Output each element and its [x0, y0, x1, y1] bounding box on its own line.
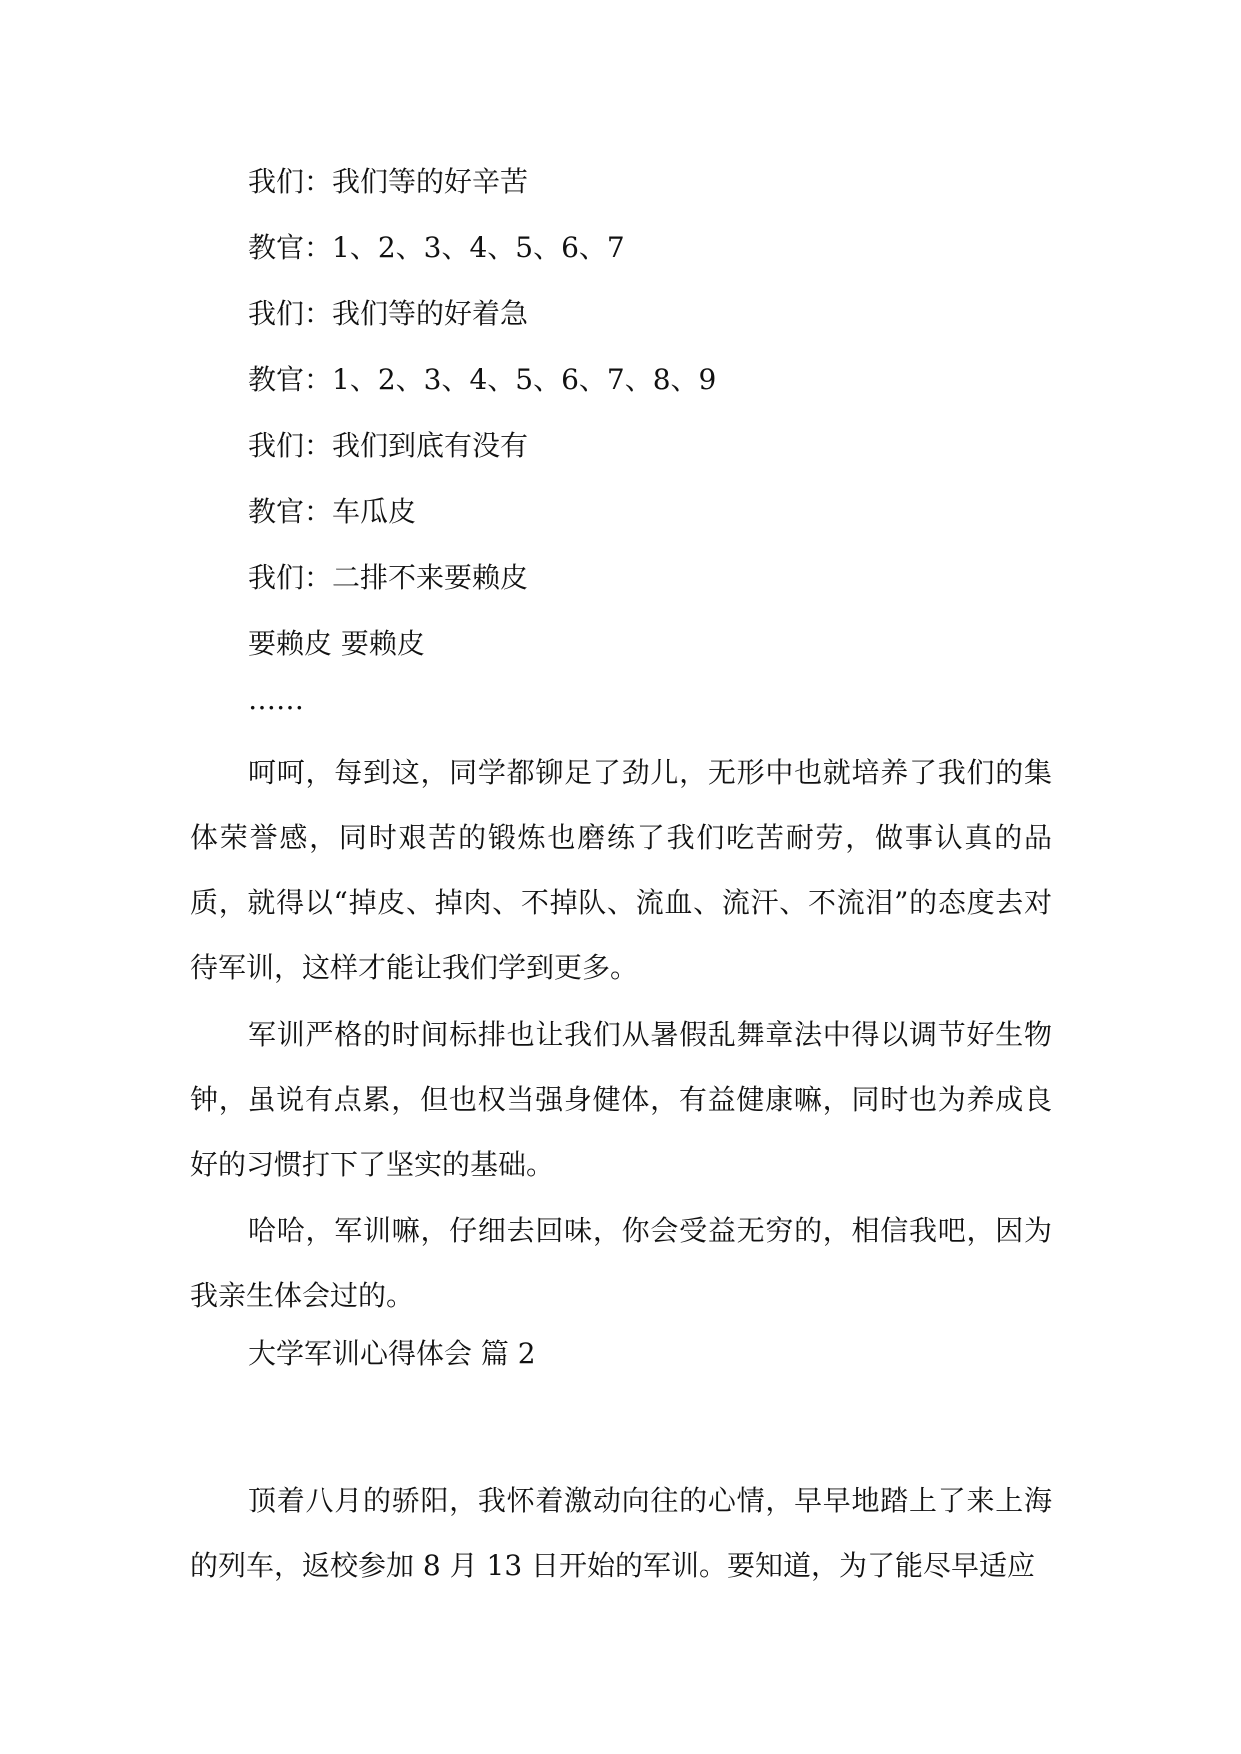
body-paragraph: 呵呵，每到这，同学都铆足了劲儿，无形中也就培养了我们的集体荣誉感，同时艰苦的锻炼也磨练了我们吃苦耐劳，做事认真的品质，就得以“掉皮、掉肉、不掉队、流血、流汗、不流泪”的态度去对待军训，这样才能让我们学到更多。 — [190, 756, 1052, 984]
dialogue-line: 我们：我们等的好辛苦 — [248, 165, 529, 198]
body-paragraph: 顶着八月的骄阳，我怀着激动向往的心情，早早地踏上了来上海的列车，返校参加 8 月 13 日开始的军训。要知道，为了能尽早适应 — [190, 1484, 1052, 1582]
body-paragraph: 哈哈，军训嘛，仔细去回味，你会受益无穷的，相信我吧，因为我亲生体会过的。 — [190, 1214, 1052, 1312]
dialogue-line: 要赖皮 要赖皮 — [248, 627, 425, 660]
section-heading: 大学军训心得体会 篇 2 — [248, 1337, 536, 1370]
dialogue-line: 我们：我们到底有没有 — [248, 429, 529, 462]
ellipsis-line: …… — [248, 683, 304, 716]
dialogue-line: 我们：我们等的好着急 — [248, 297, 529, 330]
dialogue-line: 教官：1、2、3、4、5、6、7、8、9 — [248, 363, 717, 396]
dialogue-line: 教官：1、2、3、4、5、6、7 — [248, 231, 625, 264]
dialogue-line: 教官：车瓜皮 — [248, 495, 417, 528]
body-paragraph: 军训严格的时间标排也让我们从暑假乱舞章法中得以调节好生物钟，虽说有点累，但也权当强身健体，有益健康嘛，同时也为养成良好的习惯打下了坚实的基础。 — [190, 1018, 1052, 1181]
dialogue-line: 我们：二排不来要赖皮 — [248, 561, 529, 594]
